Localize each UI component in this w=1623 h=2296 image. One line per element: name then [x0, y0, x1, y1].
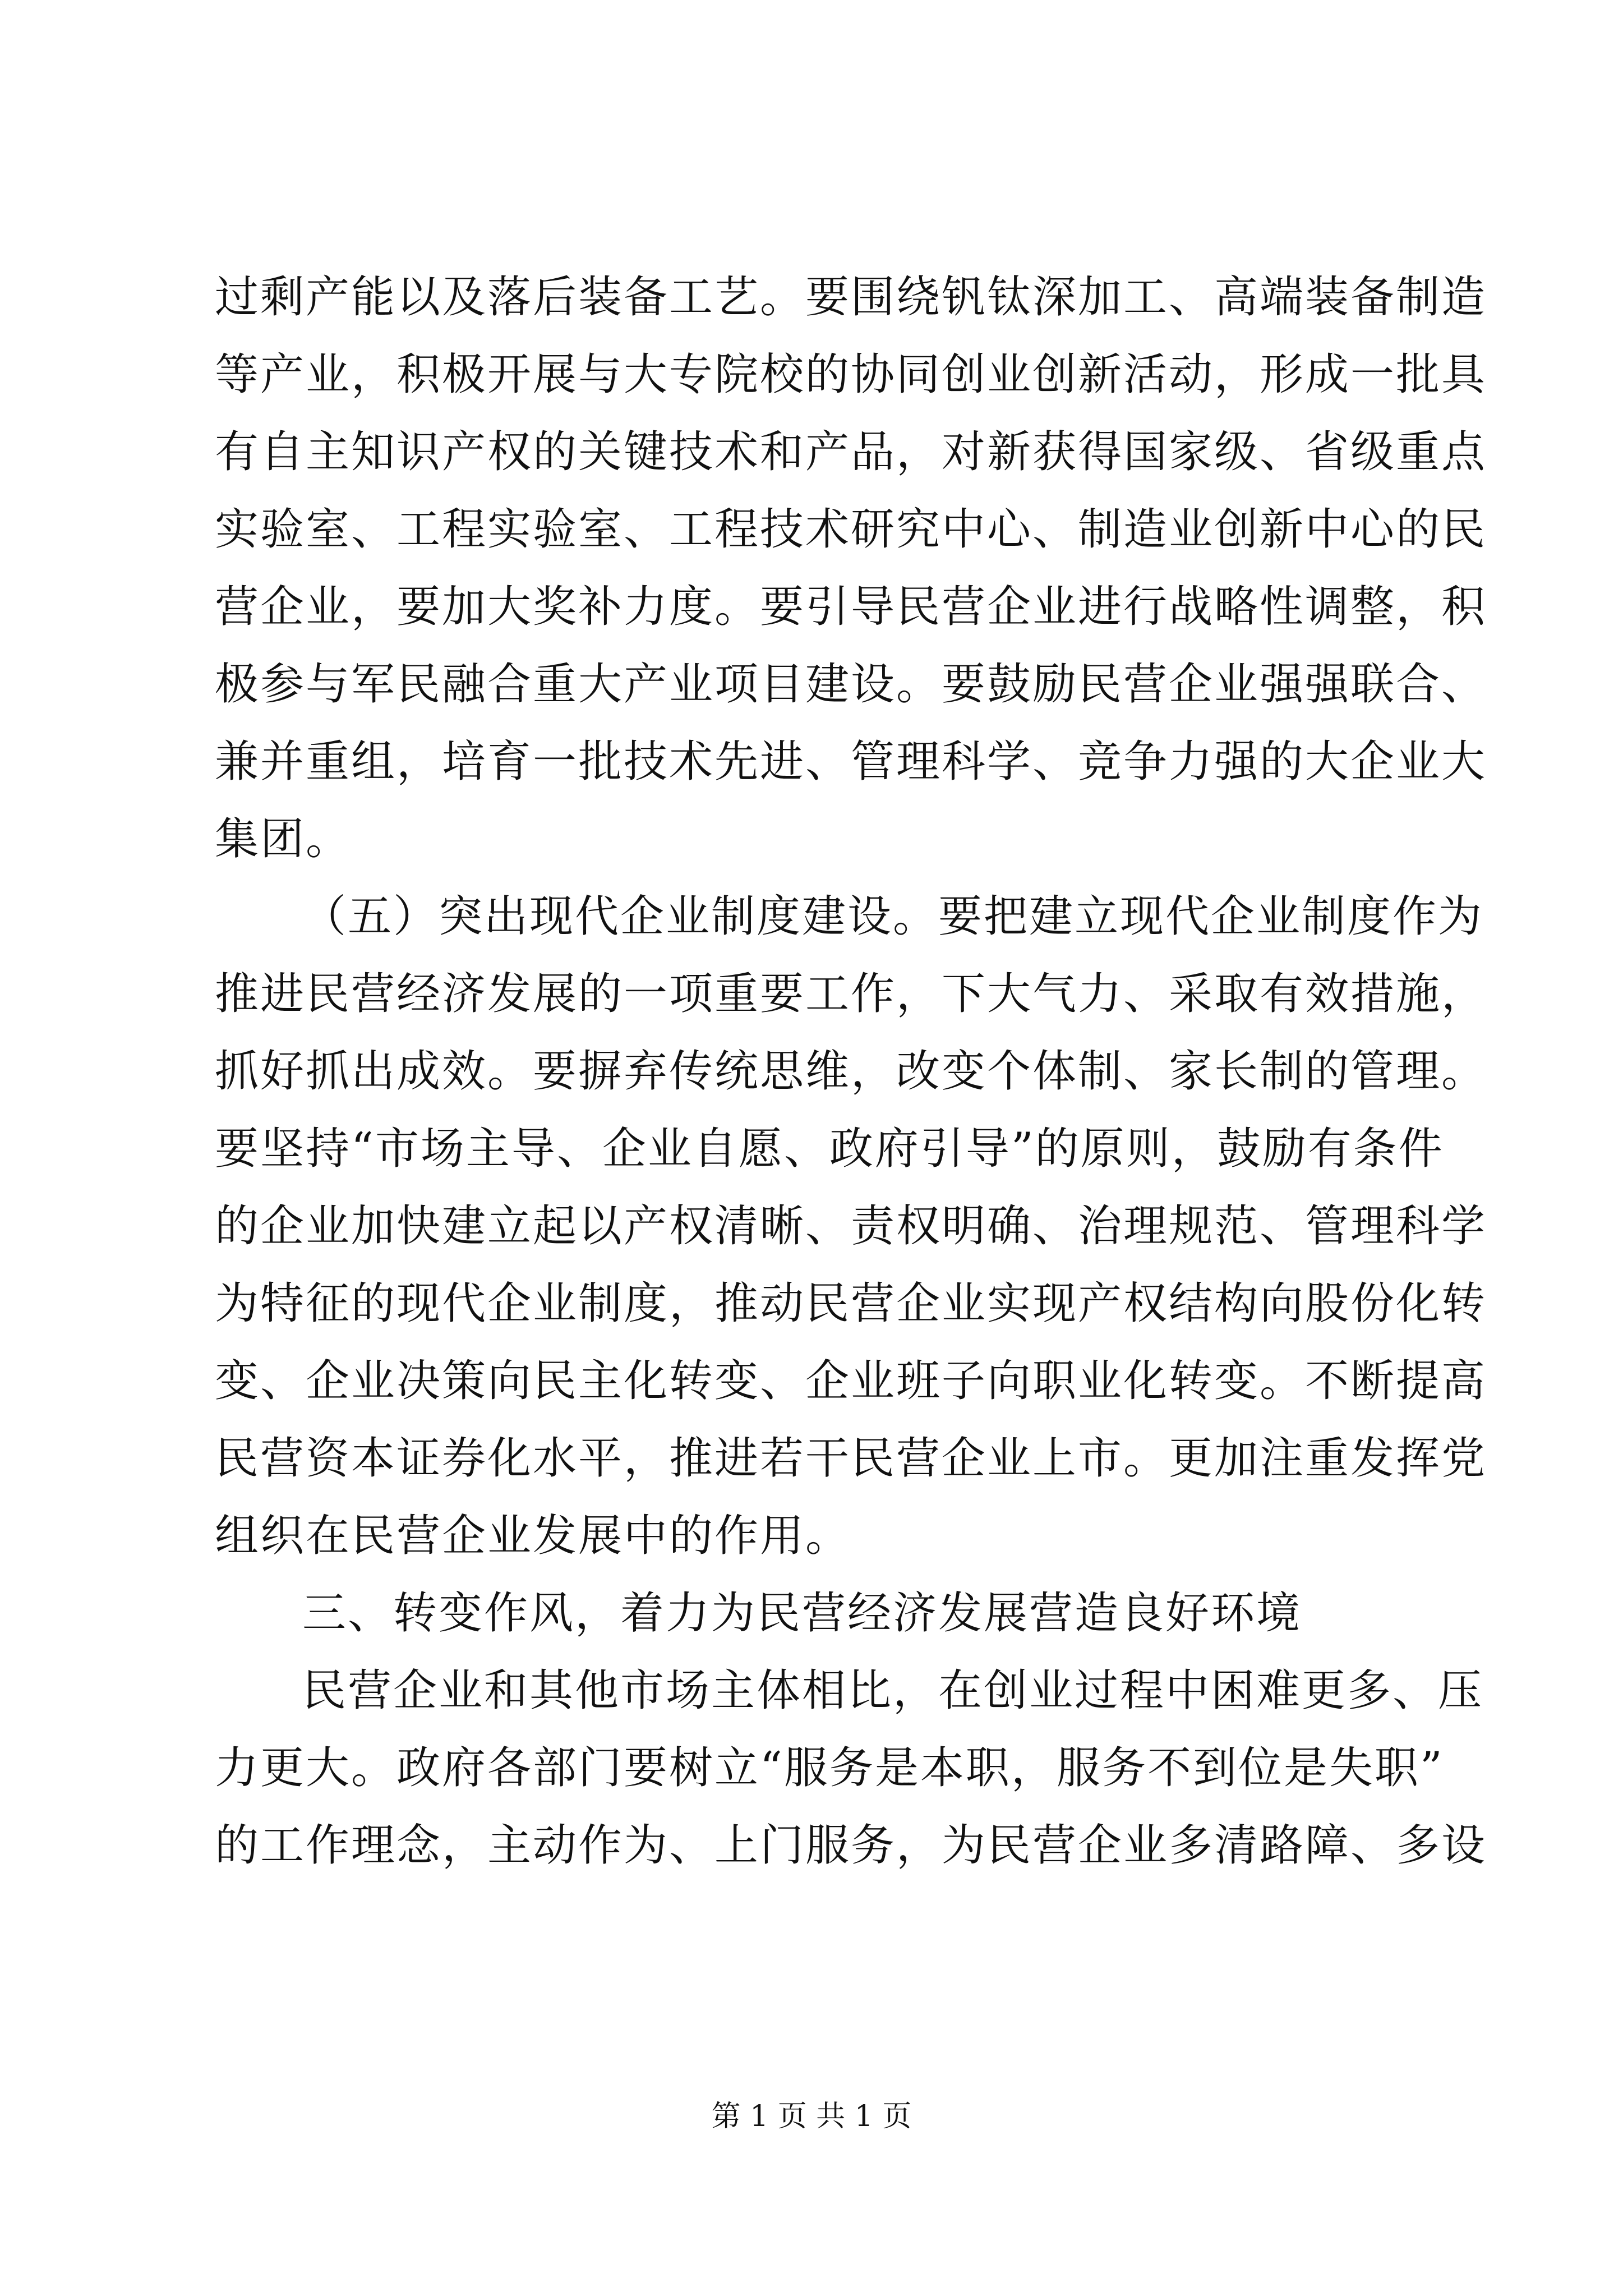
text-line: 为特征的现代企业制度，推动民营企业实现产权结构向股份化转 — [215, 1278, 1487, 1329]
text-line: 力更大。政府各部门要树立“服务是本职，服务不到位是失职” — [215, 1743, 1444, 1793]
text-line: 民营企业和其他市场主体相比，在创业过程中困难更多、压 — [302, 1665, 1484, 1716]
text-line: 过剩产能以及落后装备工艺。要围绕钒钛深加工、高端装备制造 — [215, 272, 1487, 323]
text-line: 的企业加快建立起以产权清晰、责权明确、治理规范、管理科学 — [215, 1201, 1487, 1251]
text-line: 三、转变作风，着力为民营经济发展营造良好环境 — [302, 1588, 1302, 1639]
text-line: 兼并重组，培育一批技术先进、管理科学、竞争力强的大企业大 — [215, 737, 1487, 787]
text-line: 民营资本证券化水平，推进若干民营企业上市。更加注重发挥党 — [215, 1433, 1487, 1484]
page-footer: 第 1 页 共 1 页 — [711, 2100, 912, 2133]
text-line: 有自主知识产权的关键技术和产品，对新获得国家级、省级重点 — [215, 427, 1487, 477]
text-line: 变、企业决策向民主化转变、企业班子向职业化转变。不断提高 — [215, 1356, 1487, 1406]
text-line: 抓好抓出成效。要摒弃传统思维，改变个体制、家长制的管理。 — [215, 1046, 1487, 1097]
text-line: 的工作理念，主动作为、上门服务，为民营企业多清路障、多设 — [215, 1820, 1487, 1871]
text-line: 实验室、工程实验室、工程技术研究中心、制造业创新中心的民 — [215, 504, 1487, 555]
text-line: 组织在民营企业发展中的作用。 — [215, 1511, 851, 1561]
text-line: （五）突出现代企业制度建设。要把建立现代企业制度作为 — [302, 891, 1484, 942]
text-line: 等产业，积极开展与大专院校的协同创业创新活动，形成一批具 — [215, 349, 1487, 400]
text-line: 极参与军民融合重大产业项目建设。要鼓励民营企业强强联合、 — [215, 659, 1487, 710]
text-line: 要坚持“市场主导、企业自愿、政府引导”的原则，鼓励有条件 — [215, 1124, 1444, 1174]
text-line: 集团。 — [215, 814, 352, 864]
text-line: 推进民营经济发展的一项重要工作，下大气力、采取有效措施， — [215, 969, 1487, 1019]
text-line: 营企业，要加大奖补力度。要引导民营企业进行战略性调整，积 — [215, 582, 1487, 632]
